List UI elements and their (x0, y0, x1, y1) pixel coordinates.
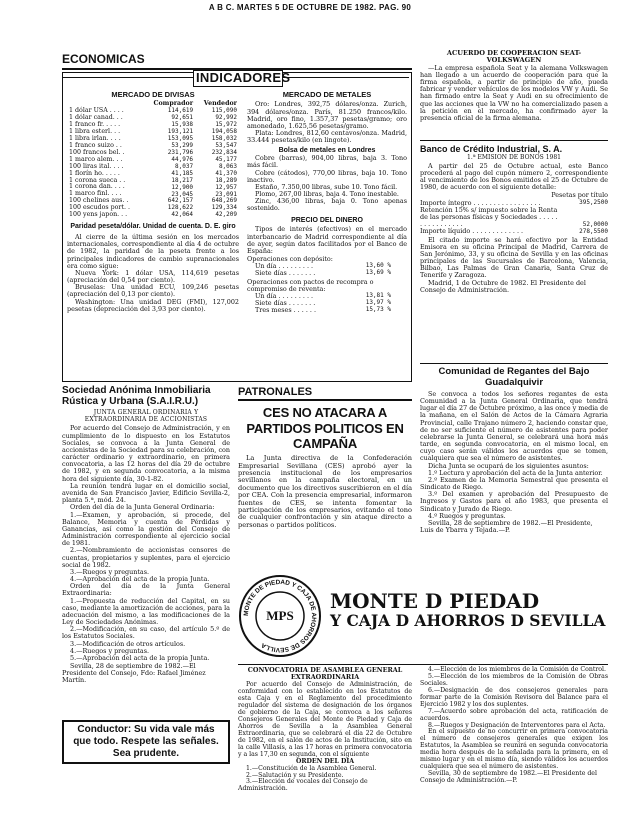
paridad-items (67, 270, 239, 313)
dinero-sub1: Operaciones con depósito: (247, 255, 333, 264)
metales-panel (247, 91, 407, 315)
paridad-item: Washington: Una unidad DEG (FMI), 127,002 pesetas (depreciación del 3,93 por ciento). (67, 297, 239, 313)
divisa-name: 1 libra irlan. . . . (69, 135, 121, 142)
sairu-point: 2.—Modificación, en su caso, del artículo 5.º de los Estatutos Sociales. (62, 625, 230, 641)
divisa-buy: 128,622 (167, 204, 194, 212)
divisa-buy: 12,900 (171, 183, 194, 191)
divisa-buy: 44,976 (171, 155, 194, 163)
comunidad-point: 4.º Ruegos y preguntas. (428, 511, 506, 520)
paridad-item: Nueva York: 1 dólar USA, 114,619 pesetas (apreciación del 0,54 por ciento). (67, 268, 239, 285)
monte-title (330, 590, 608, 630)
sairu-point: 4.—Ruegos y preguntas. (70, 646, 150, 655)
divisa-sell: 53,547 (215, 142, 237, 150)
conductor-box (62, 720, 230, 764)
volkswagen-title: ACUERDO DE COOPERACION SEAT-VOLKSWAGEN (446, 49, 582, 65)
rule-2 (420, 363, 608, 364)
banco-rows (420, 200, 608, 236)
sairu-sign: Sevilla, 28 de septiembre de 1982.—El Presidente del Consejo, Fdo: Rafael Jiménez Martín. (62, 662, 206, 685)
paridad-item: Bruselas: Una unidad ECU, 109,246 pesetas (apreciación del 0,13 por ciento). (67, 283, 239, 299)
volkswagen-block (420, 50, 608, 122)
dinero-label: Tres meses . . . . . . (255, 306, 316, 315)
monte-right-items (420, 667, 608, 729)
monte-right-item: 7.—Acuerdo sobre aprobación del acta, ratificación de acuerdos. (420, 707, 608, 722)
sairu-subtitle: JUNTA GENERAL ORDINARIA Y EXTRAORDINARIA DE ACCIONISTAS (84, 409, 208, 423)
sairu-orden: Orden del día de la Junta General Ordinaria: (70, 503, 215, 512)
dinero-rows2 (247, 293, 407, 315)
banco-text2: El citado importe se hará efectivo por la Entidad Emisora en su oficina Principal de Madrid, Carrera de San Jerónimo, 33, y su oficina de Sevilla y en las oficinas principales de las Sucursales de Barcelona, Valencia, Bilbao, Las Palmas de Gran Canaria, Santa Cruz de Tenerife y Zaragoza. (420, 235, 608, 280)
page-header: A B C. MARTES 5 DE OCTUBRE DE 1982. PAG. 90 (208, 3, 412, 12)
indicadores-title: INDICADORES (193, 70, 283, 87)
sairu-point: 4.—Aprobación del acta de la propia Junta. (70, 575, 210, 584)
dinero-label: Siete días . . . . . . . (255, 299, 316, 308)
dinero-title: PRECIO DEL DINERO (291, 216, 363, 224)
banco-row-value: 395,2500 (579, 199, 608, 207)
divisa-name: 1 marco finl. . . . (69, 190, 122, 198)
banco-text: A partir del 25 de Octubre actual, este Banco procederá al pago del cupón número 2, correspondiente al vencimiento de los Bonos emitidos el 25 de Octubre de 1980, de acuerdo con el siguiente detalle: (420, 161, 608, 192)
paridad-text: Al cierre de la última sesión en los mercados internacionales, correspondiente al día 4 de octubre de 1982, la paridad de la peseta frente a los principales indicadores de cambio supranacionales era como sigue: (67, 233, 239, 270)
sairu-point: 3.—Modificación de otros artículos. (70, 639, 186, 648)
divisa-buy: 114,619 (167, 107, 194, 115)
divisa-name: 100 chelines aus. . (69, 197, 129, 205)
dinero-label: Un día . . . . . . . . . (255, 292, 314, 300)
rule-1 (420, 140, 608, 141)
metales-title: MERCADO DE METALES (282, 90, 372, 99)
divisa-buy: 231,796 (167, 149, 194, 156)
divisa-buy: 42,064 (171, 211, 194, 219)
divisa-buy: 8,037 (175, 162, 194, 170)
monte-sign: Sevilla, 30 de septiembre de 1982.—El Presidente del Consejo de Administración.—P. (420, 770, 597, 784)
bolsa-item: Cobre (barras), 904,00 libras, baja 3. Tono más fácil. (247, 154, 407, 170)
sairu-point: Orden del día de la Junta General Extraordinaria: (62, 582, 230, 598)
divisa-sell: 92,992 (215, 114, 237, 122)
dinero-value: 13,97 % (365, 299, 391, 307)
divisas-panel (67, 91, 239, 313)
patronales-section: PATRONALES (238, 386, 412, 401)
divisa-sell: 41,370 (215, 169, 237, 177)
comunidad-point: 2.º Examen de la Memoria Semestral que presenta el Sindicato de Riego. (420, 475, 608, 492)
divisa-name: 1 dólar USA . . . . (69, 107, 124, 115)
dinero-row (247, 270, 407, 277)
banco-row-value: 278,5500 (579, 227, 608, 235)
dinero-value: 13,69 % (365, 269, 391, 277)
divisa-sell: 194,058 (211, 128, 237, 136)
indicadores-box (62, 72, 412, 382)
divisa-sell: 8,063 (218, 162, 237, 170)
divisa-buy: 15,938 (171, 121, 194, 129)
divisa-name: 100 escudos port. . (69, 204, 130, 212)
dinero-label: Un día . . . . . . . . . (255, 262, 314, 271)
divisa-buy: 153,095 (167, 135, 194, 143)
monte-right-item: 5.—Elección de los miembros de la Comisión de Obras Sociales. (420, 672, 608, 687)
volkswagen-text: —La empresa española Seat y la alemana Volkswagen han llegado a un acuerdo de cooperación para que la firma española, a partir de principio de año, pueda fabricar y vender vehículos de los modelos VW y Audi. Se han firmado entre la Seat y Audi en su ofrecimiento de que las acciones que la VW no ha comercializado pasen a la petición en el mercado, ha confirmado ayer la presencia oficial de la firma alemana. (420, 63, 608, 122)
metales-plata: Plata: Londres, 812,60 centavos/onza. Madrid, 33.444 pesetas/kilo (en lingote). (247, 129, 407, 145)
dinero-label: Siete días . . . . . . . (255, 269, 316, 278)
banco-cupon-label: Pesetas por título (551, 191, 608, 200)
divisa-buy: 41,185 (171, 169, 194, 177)
monte-title-2: Y CAJA D AHORROS D SEVILLA (330, 611, 606, 630)
monte-orden (238, 766, 412, 794)
divisa-buy: 642,157 (167, 197, 194, 205)
patronales-headline: CES NO ATACARA A PARTIDOS POLITICOS EN CAMPAÑA (246, 405, 404, 451)
divisa-name: 1 franco fr. . . . . (69, 121, 121, 129)
bolsa-list (247, 155, 407, 212)
banco-row-label: Importe líquido . . . . . . . . . . . . . (420, 227, 524, 236)
banco-sign: Madrid, 1 de Octubre de 1982. El Presidente del Consejo de Administración. (420, 278, 586, 294)
banco-subtitle: 1.ª EMISION DE BONOS 1981 (467, 154, 561, 162)
divisa-name: 100 yens japon. . . (69, 211, 128, 219)
divisa-buy: 18,217 (171, 176, 194, 184)
divisa-buy: 23,045 (171, 190, 194, 198)
metales-intro: Oro: Londres, 392,75 dólares/onza. Zurich, 394 dólares/onza. París, 81.250 francos/kilo. Madrid, oro fino, 1.357,37 pesetas/gramo; oro amonedado, 1.625,56 pesetas/gramo. (247, 100, 407, 130)
sairu-text1: Por acuerdo del Consejo de Administración, y en cumplimiento de lo dispuesto en los Estatutos Sociales, se convoca a la Junta General de accionistas de la Sociedad para su celebración, con carácter ordinario y extraordinario, en primera convocatoria, a las 12 horas del día 29 de octubre de 1982, y en segunda convocatoria, a la misma hora del siguiente día, 30-1-82. (62, 424, 230, 483)
divisa-name: 100 francos bel. . (69, 148, 125, 156)
divisas-table (67, 101, 239, 219)
banco-block (420, 144, 608, 294)
divisa-sell: 15,972 (215, 121, 237, 129)
dinero-value: 15,73 % (365, 306, 391, 314)
seal-ring-text: MONTE DE PIEDAD Y CAJA DE AHORROS DE SEVILLA (242, 578, 318, 654)
conductor-text: Conductor: Su vida vale más que todo. Respete las señales. Sea prudente. (73, 724, 219, 759)
bolsa-item: Estaño, 7.350,00 libras, sube 10. Tono fácil. (255, 182, 398, 191)
monte-title-1: MONTE D PIEDAD (330, 589, 540, 613)
comunidad-orden: Dicha Junta se ocupará de los siguientes asuntos: (428, 461, 589, 470)
sairu-point: 3.—Ruegos y preguntas. (70, 567, 150, 576)
monte-seal (238, 574, 322, 658)
sairu-point: 2.—Nombramiento de accionistas censores de cuentas, propietarios y suplentes, para el ejercicio social de 1982. (62, 546, 230, 569)
sairu-title: Sociedad Anónima Inmobiliaria Rústica y Urbana (S.A.I.R.U.) (62, 385, 211, 407)
divisa-name: 1 libra esterl. . . (69, 128, 121, 136)
dinero-sub2: Operaciones con pactos de recompra o compromiso de reventa: (247, 277, 374, 293)
col-sell: Vendedor (203, 100, 237, 108)
monte-conv-text: Por acuerdo del Consejo de Administración, de conformidad con lo establecido en los Estatutos de esta Caja y en el Reglamento del procedimiento regulador del sistema de designación de los órganos de gobierno de la Caja, se convoca a los señores Consejeros Generales del Monte de Piedad y Caja de Ahorros de Sevilla a la Asamblea General Extraordinaria, que se celebrará el día 22 de Octubre de 1982, en el salón de actos de la Institución, sito en la calle Villasís, a las 17 horas en primera convocatoria y a las 17,30 en segunda, con el siguiente (238, 681, 412, 758)
bolsa-item: Plomo, 267,00 libras, baja 4. Tono inestable. (255, 190, 399, 199)
col-buy: Comprador (153, 100, 194, 108)
sairu-point: 1.—Propuesta de reducción del Capital, en su caso, mediante la amortización de acciones, para la adecuación del mismo, a las modificaciones de la Ley de Sociedades Anónimas. (62, 596, 230, 627)
patronales-block (238, 386, 412, 529)
divisa-row (67, 212, 239, 219)
sairu-point: 1.—Examen, y aprobación, si procede, del Balance, Memoria y cuenta de Pérdidas y Ganancias, así como la gestión del Consejo de Administración correspondiente al ejercicio social de 1981. (62, 510, 230, 548)
bolsa-title: Bolsa de metales en Londres (278, 147, 376, 155)
dinero-value: 13,60 % (365, 262, 391, 270)
paridad-title: Paridad peseta/dólar. Unidad de cuenta. D. E. giro (70, 223, 236, 231)
divisa-sell: 42,209 (215, 211, 237, 219)
divisa-name: 100 liras ital. . . . (69, 162, 124, 170)
monte-orden-item: 2.—Salutación y su Presidente. (246, 771, 344, 779)
banco-row-label: Retención 15% s/ impuesto sobre la Renta de las personas físicas y Sociedades . . . . . . . . . . . . . . . . (420, 205, 558, 229)
monte-conv-title: CONVOCATORIA DE ASAMBLEA GENERAL EXTRAORDINARIA (247, 666, 403, 682)
divisa-sell: 45,177 (215, 155, 237, 163)
section-title: ECONOMICAS (62, 52, 145, 66)
dinero-rows1 (247, 263, 407, 277)
monte-right (420, 667, 608, 785)
divisa-buy: 193,121 (167, 128, 194, 136)
banco-row-value: 52,0000 (582, 220, 608, 228)
rule-3 (238, 664, 608, 665)
divisa-name: 1 corona sueca . . (69, 176, 126, 184)
divisa-sell: 648,269 (211, 197, 237, 205)
divisa-buy: 53,299 (171, 142, 194, 150)
comunidad-point: 1.º Lectura y aprobación del acta de la Junta anterior. (428, 468, 603, 477)
monte-right-text: En el supuesto de no concurrir en primera convocatoria el número de consejeros generales que exigen los Estatutos, la Asamblea se reunirá en segunda convocatoria media hora después de la señalada para la primera, en el mismo lugar y en el mismo día, siendo válidos los acuerdos cualquiera que sea el número de asistentes. (420, 728, 608, 771)
monte-orden-item: 3.—Elección de vocales del Consejo de Administración. (238, 778, 368, 793)
monte-orden-item: 1.—Constitución de la Asamblea General. (246, 764, 377, 772)
divisa-sell: 129,334 (211, 204, 237, 212)
divisa-sell: 115,090 (211, 107, 237, 115)
divisa-sell: 18,289 (215, 176, 237, 184)
banco-row (420, 207, 608, 229)
dinero-text: Tipos de interés (efectivos) en el mercado interbancario de Madrid correspondiente al día de ayer, según datos facilitados por el Banco de España: (247, 225, 407, 255)
divisas-title: MERCADO DE DIVISAS (111, 90, 195, 99)
divisa-sell: 158,032 (211, 135, 237, 143)
bolsa-item: Cobre (cátodos), 770,00 libras, baja 10. Tono inactivo. (247, 168, 407, 184)
bolsa-item: Zinc, 436,00 libras, baja 0. Tono apenas sostenido. (247, 197, 407, 213)
divisa-name: 1 florín ho. . . . . (69, 169, 120, 177)
comunidad-block (420, 367, 608, 534)
sairu-points (62, 512, 230, 663)
banco-row (420, 228, 608, 235)
comunidad-points (420, 470, 608, 520)
divisa-sell: 232,834 (211, 149, 237, 156)
sairu-point: 5.—Aprobación del acta de la propia Junta. (70, 653, 210, 662)
divisa-name: 1 corona dan. . . . (69, 183, 125, 191)
seal-icon (238, 574, 322, 658)
divisa-buy: 92,651 (171, 114, 194, 122)
divisa-sell: 23,091 (215, 190, 237, 198)
monte-orden-title: ORDEN DEL DIA (295, 757, 355, 765)
dinero-row (247, 307, 407, 314)
monte-right-item: 8.—Ruegos y Designación de Interventores para el Acta. (428, 721, 606, 729)
comunidad-sign: Sevilla, 28 de septiembre de 1982.—El Presidente, Luis de Ybarra y Tejada.—P. (420, 518, 593, 535)
banco-row-label: Importe íntegro . . . . . . . . . . . . . . . . . (420, 198, 541, 207)
sairu-notice (62, 386, 230, 685)
monte-left (238, 667, 412, 793)
divisa-sell: 12,957 (215, 183, 237, 191)
patronales-body: La Junta directiva de la Confederación Empresarial Sevillana (CES) aprobó ayer la presencia institucional de los empresarios sevillanos en la campaña electoral, en un documento que los directivos suscribieron en el día por CEA. Con la presencia empresarial, informaron fuentes de CES, se intenta fomentar la participación de los empresarios, evitando el tono de cualquier confrontación y sin ataque directo a personas o partidos políticos. (238, 454, 412, 529)
divisa-name: 1 franco suizo . . (69, 141, 122, 149)
comunidad-text: Se convoca a todos los señores regantes de esta Comunidad a la Junta General Ordinaria, que tendrá lugar el día 27 de Octubre próximo, a las once y media de la mañana, en el Salón de Actos de la Cámara Agraria Provincial, calle Trajano número 2, haciendo constar que, de no ser suficiente el número de asistentes para poder celebrarse la Junta General, se celebrará una hora más tarde, en segunda convocatoria, en el mismo local, en cuyo caso serán válidos los acuerdos que se tomen, cualquiera que sea el número de asistentes. (420, 389, 608, 463)
divisa-name: 1 dólar canad. . . (69, 114, 123, 122)
seal-center-text: MPS (266, 608, 294, 623)
sairu-text2: La reunión tendrá lugar en el domicilio social, avenida de San Francisco Javier, Edificio Sevilla-2, planta 5.ª, mód. 24. (62, 481, 230, 505)
monte-right-item: 4.—Elección de los miembros de la Comisión de Control. (428, 666, 606, 673)
comunidad-title: Comunidad de Regantes del Bajo Guadalquivir (438, 366, 590, 388)
divisa-name: 1 marco alem. . . (69, 155, 123, 163)
comunidad-point: 3.º Del examen y aprobación del Presupuesto de Ingresos y Gastos para el año 1983, que presenta el Sindicato y Jurado de Riego. (420, 490, 608, 513)
dinero-value: 13,81 % (365, 292, 391, 299)
monte-right-item: 6.—Designación de dos consejeros generales para formar parte de la Comisión Revisora del Balance para el Ejercicio 1982 y los dos suplentes. (420, 686, 608, 708)
banco-title: Banco de Crédito Industrial, S. A. (420, 144, 563, 154)
